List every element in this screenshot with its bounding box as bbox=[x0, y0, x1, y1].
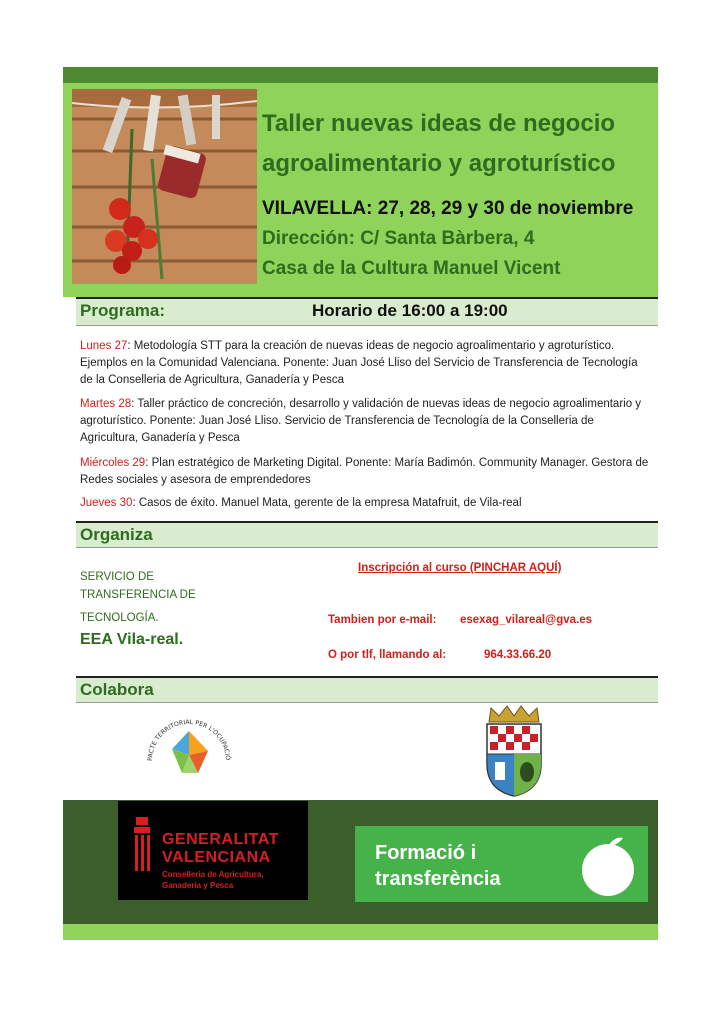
title-line-2: agroalimentario y agroturístico bbox=[262, 150, 616, 177]
tomatoes-photo-icon bbox=[72, 89, 257, 284]
program-text: : Metodología STT para la creación de nuevas ideas de negocio agroalimentario y agroturístico. Ejemplos en la Comunidad Valenciana. Ponente: Juan José Lliso del Servicio de Transferencia de Tecnología de la Conselleria de Agricultura, Ganadería y Pesca bbox=[80, 340, 638, 386]
program-day: Jueves 30 bbox=[80, 497, 133, 509]
organizer-line-1: SERVICIO DE bbox=[80, 571, 154, 583]
formacio-line-2: transferència bbox=[375, 868, 501, 890]
organiza-bar bbox=[76, 521, 658, 548]
schedule-text: Horario de 16:00 a 19:00 bbox=[312, 301, 508, 320]
bottom-bar bbox=[63, 924, 658, 940]
formacio-line-1: Formació i bbox=[375, 842, 477, 864]
event-venue: Casa de la Cultura Manuel Vicent bbox=[262, 258, 561, 279]
formacio-logo bbox=[355, 826, 648, 902]
organizer-name: EEA Vila-real. bbox=[80, 631, 184, 648]
program-item-jueves bbox=[80, 495, 650, 512]
shield-icon bbox=[481, 704, 547, 798]
gv-line-1: GENERALITAT bbox=[162, 831, 279, 848]
gv-sub-1: Conselleria de Agricultura, bbox=[162, 870, 264, 879]
program-day: Martes 28 bbox=[80, 398, 132, 410]
pacte-logo bbox=[142, 709, 236, 795]
programa-bar bbox=[76, 297, 658, 326]
title-line-1: Taller nuevas ideas de negocio bbox=[262, 110, 616, 137]
email-label: Tambien por e-mail: bbox=[328, 614, 437, 626]
gv-sub-2: Ganadería y Pesca bbox=[162, 881, 234, 890]
header-photo bbox=[72, 89, 257, 284]
program-text: : Casos de éxito. Manuel Mata, gerente de la empresa Matafruit, de Vila-real bbox=[132, 497, 522, 509]
program-day: Lunes 27 bbox=[80, 340, 128, 352]
program-text: : Taller práctico de concreción, desarrollo y validación de nuevas ideas de negocio agroalimentario y agroturístico. Ponente: Juan José Lliso. Servicio de Transferencia de Tecnología de la Conselleria de Agricultura, Ganadería y Pesca bbox=[80, 398, 642, 444]
pacte-emblem-icon bbox=[142, 709, 236, 795]
email-value[interactable]: esexag_vilareal@gva.es bbox=[460, 614, 593, 626]
organiza-label: Organiza bbox=[80, 525, 153, 544]
generalitat-emblem-icon bbox=[132, 817, 152, 875]
phone-value: 964.33.66.20 bbox=[484, 649, 552, 661]
colabora-bar bbox=[76, 676, 658, 703]
program-item-martes bbox=[80, 396, 650, 447]
gv-line-2: VALENCIANA bbox=[162, 849, 271, 866]
event-address: Dirección: C/ Santa Bàrbera, 4 bbox=[262, 228, 535, 249]
program-item-miercoles bbox=[80, 455, 650, 489]
generalitat-logo bbox=[118, 801, 308, 900]
apple-icon bbox=[575, 832, 641, 898]
signup-link[interactable]: Inscripción al curso (PINCHAR AQUÍ) bbox=[358, 562, 562, 574]
program-text: : Plan estratégico de Marketing Digital. Ponente: María Badimón. Community Manager. Gestora de Redes sociales y asesora de emprendedores bbox=[80, 457, 649, 486]
phone-label: O por tlf, llamando al: bbox=[328, 649, 447, 661]
program-item-lunes bbox=[80, 338, 650, 389]
programa-label: Programa: bbox=[80, 301, 166, 320]
event-dates: VILAVELLA: 27, 28, 29 y 30 de noviembre bbox=[262, 198, 634, 219]
coat-of-arms bbox=[481, 704, 547, 798]
program-day: Miércoles 29 bbox=[80, 457, 146, 469]
top-bar bbox=[63, 67, 658, 83]
organizer-line-3: TECNOLOGÍA. bbox=[80, 612, 159, 624]
pacte-arc-text: PACTE TERRITORIAL PER L'OCUPACIÓ bbox=[146, 718, 232, 762]
organizer-line-2: TRANSFERENCIA DE bbox=[80, 589, 196, 601]
colabora-label: Colabora bbox=[80, 680, 154, 699]
